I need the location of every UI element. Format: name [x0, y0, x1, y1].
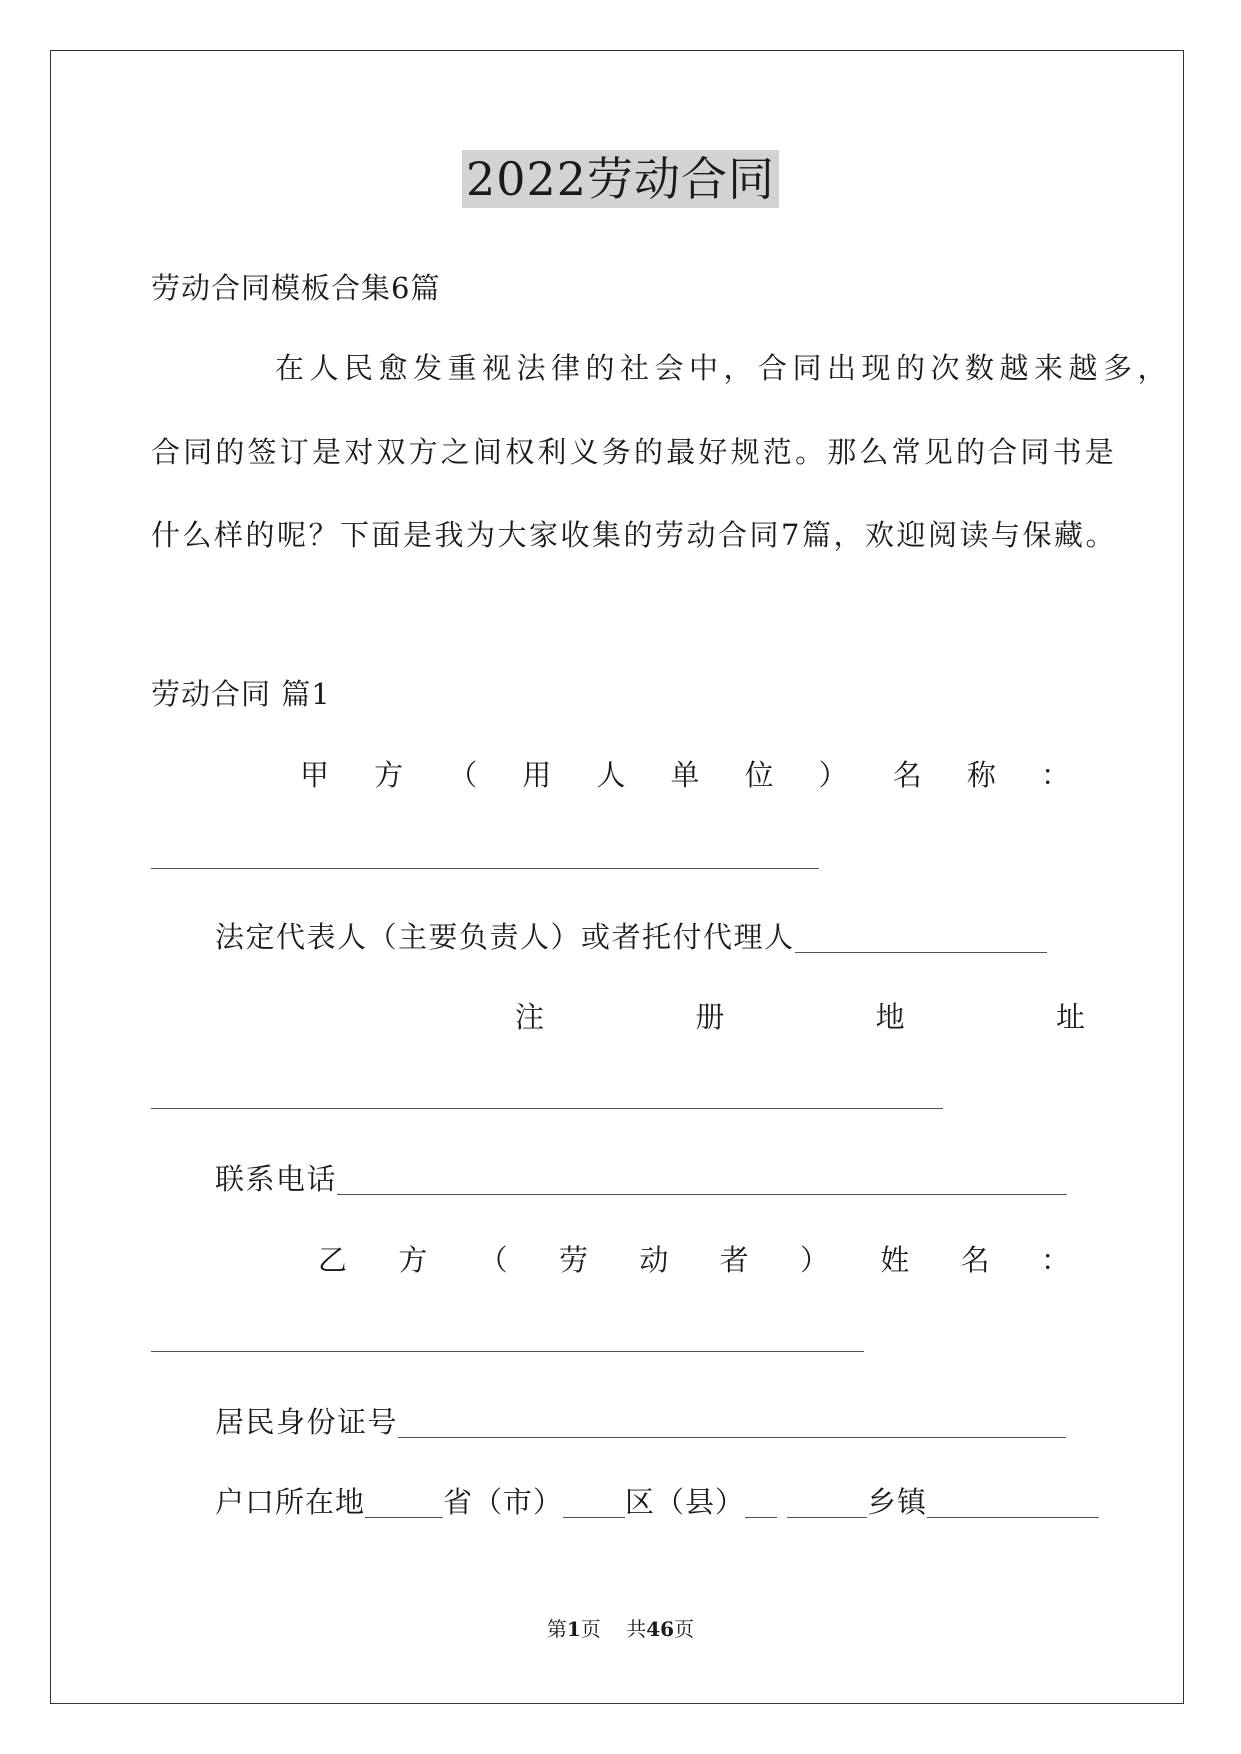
label-char: 名 — [892, 758, 922, 792]
label-char: 用 — [522, 758, 552, 792]
label-char: （ — [448, 758, 478, 792]
party-b-name-blank[interactable] — [151, 1351, 864, 1352]
title-container — [0, 150, 1241, 208]
label-char: 位 — [744, 758, 774, 792]
footer-total-prefix: 共 — [626, 1617, 647, 1641]
hukou-district-label: 区（县） — [625, 1485, 746, 1519]
label-char: 单 — [670, 758, 700, 792]
footer-total-pages: 46 — [646, 1617, 675, 1641]
label-char: ： — [1040, 1243, 1070, 1277]
hukou-gap-blank-1[interactable] — [745, 1487, 777, 1518]
hukou-gap-blank-2[interactable] — [787, 1487, 867, 1518]
document-subtitle: 劳动合同模板合集6篇 — [151, 271, 441, 305]
label-char: 乙 — [318, 1243, 348, 1277]
phone-blank[interactable] — [337, 1164, 1067, 1195]
section-heading: 劳动合同 篇1 — [151, 677, 331, 711]
label-char: 姓 — [880, 1243, 910, 1277]
label-char: 动 — [639, 1243, 669, 1277]
label-char: 册 — [695, 1000, 725, 1034]
page-footer — [0, 1616, 1241, 1642]
label-char: 地 — [875, 1000, 905, 1034]
hukou-field — [215, 1482, 1099, 1522]
label-char: （ — [478, 1243, 508, 1277]
id-number-blank[interactable] — [398, 1407, 1066, 1438]
party-b-name-label — [318, 1240, 1070, 1280]
label-char: ） — [799, 1243, 829, 1277]
hukou-province-label: 省（市） — [443, 1485, 564, 1519]
label-char: 址 — [1055, 1000, 1085, 1034]
party-a-name-blank[interactable] — [151, 868, 819, 869]
intro-line-2: 合同的签订是对双方之间权利义务的最好规范。那么常见的合同书是 — [151, 435, 1118, 469]
label-char: 者 — [719, 1243, 749, 1277]
hukou-label: 户口所在地 — [215, 1485, 366, 1519]
label-char: 称 — [966, 758, 996, 792]
label-char: 劳 — [558, 1243, 588, 1277]
label-char: 甲 — [300, 758, 330, 792]
hukou-district-blank[interactable] — [563, 1487, 625, 1518]
label-char: 注 — [515, 1000, 545, 1034]
phone-field — [215, 1159, 1067, 1199]
hukou-township-blank[interactable] — [927, 1487, 1099, 1518]
footer-page-word: 页 — [580, 1617, 601, 1641]
label-char: 名 — [960, 1243, 990, 1277]
footer-total-word: 页 — [674, 1617, 695, 1641]
legal-rep-label: 法定代表人（主要负责人）或者托付代理人 — [215, 920, 795, 954]
footer-page-number: 1 — [566, 1617, 581, 1641]
footer-prefix: 第 — [546, 1617, 567, 1641]
intro-line-3: 什么样的呢？下面是我为大家收集的劳动合同7篇，欢迎阅读与保藏。 — [151, 518, 1117, 552]
label-char: 人 — [596, 758, 626, 792]
hukou-township-label: 乡镇 — [867, 1485, 928, 1519]
label-char: ： — [1040, 758, 1070, 792]
id-number-field — [215, 1402, 1066, 1442]
label-char: 方 — [398, 1243, 428, 1277]
phone-label: 联系电话 — [215, 1162, 338, 1196]
label-char: ） — [818, 758, 848, 792]
registered-address-blank[interactable] — [151, 1108, 943, 1109]
party-a-name-label — [300, 755, 1070, 795]
document-title: 2022劳动合同 — [462, 150, 779, 208]
legal-rep-field — [215, 917, 1047, 957]
registered-address-label — [515, 997, 1085, 1037]
intro-line-1: 在人民愈发重视法律的社会中，合同出现的次数越来越多， — [275, 351, 1173, 385]
hukou-province-blank[interactable] — [365, 1487, 443, 1518]
id-number-label: 居民身份证号 — [215, 1405, 399, 1439]
legal-rep-blank[interactable] — [795, 922, 1047, 953]
label-char: 方 — [374, 758, 404, 792]
